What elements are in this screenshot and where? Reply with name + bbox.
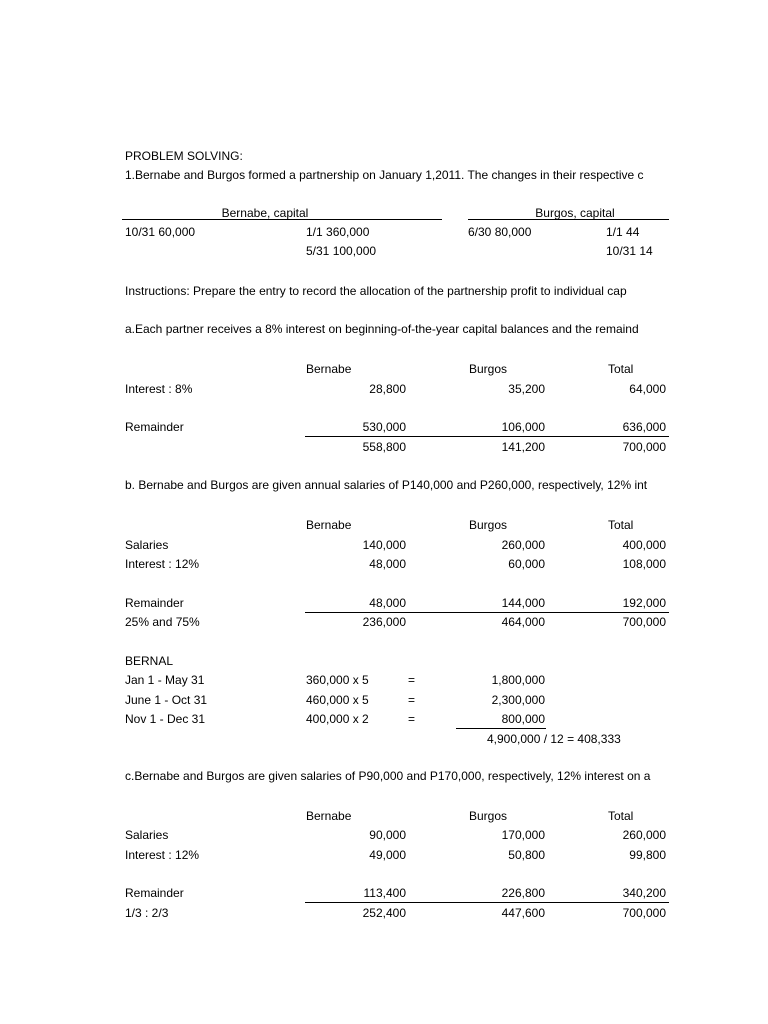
cell-total: 700,000	[622, 906, 666, 920]
bernal-equals: =	[408, 693, 416, 707]
col-header-bernabe: Bernabe	[306, 362, 352, 376]
cell-burgos: 35,200	[508, 382, 545, 396]
taccount-left-debit: 10/31 60,000	[125, 225, 196, 239]
cell-bernabe: 558,800	[362, 440, 406, 454]
bernal-period: June 1 - Oct 31	[125, 693, 208, 707]
taccount-right-debit: 6/30 80,000	[468, 225, 532, 239]
bernal-equals: =	[408, 712, 416, 726]
cell-burgos: 170,000	[501, 828, 545, 842]
cell-total: 108,000	[622, 557, 666, 571]
cell-total: 64,000	[629, 382, 666, 396]
cell-bernabe: 236,000	[362, 615, 406, 629]
col-header-total: Total	[608, 362, 634, 376]
col-header-bernabe: Bernabe	[306, 518, 352, 532]
cell-burgos: 464,000	[501, 615, 545, 629]
bernal-period: Jan 1 - May 31	[125, 673, 205, 687]
cell-total: 700,000	[622, 440, 666, 454]
taccount-left-rule	[122, 219, 442, 220]
cell-burgos: 447,600	[501, 906, 545, 920]
bernal-calc: 360,000 x 5	[306, 673, 369, 687]
row-label: Salaries	[125, 828, 169, 842]
taccount-right-rule	[468, 219, 669, 220]
cell-total: 192,000	[622, 596, 666, 610]
row-label: Remainder	[125, 420, 184, 434]
instructions: Instructions: Prepare the entry to record the allocation of the partnership profit to individual cap	[125, 284, 627, 298]
row-label: Salaries	[125, 538, 169, 552]
part-b-text: b. Bernabe and Burgos are given annual salaries of P140,000 and P260,000, respectively, 12% int	[125, 478, 648, 492]
cell-burgos: 60,000	[508, 557, 545, 571]
cell-bernabe: 530,000	[362, 420, 406, 434]
part-c-text: c.Bernabe and Burgos are given salaries of P90,000 and P170,000, respectively, 12% interest on a	[125, 769, 651, 783]
cell-total: 99,800	[629, 848, 666, 862]
bernal-sum-rule	[456, 728, 546, 729]
cell-burgos: 260,000	[501, 538, 545, 552]
cell-bernabe: 48,000	[369, 596, 406, 610]
cell-bernabe: 113,400	[363, 886, 406, 900]
cell-total: 700,000	[622, 615, 666, 629]
taccount-right-credit: 10/31 14	[606, 244, 653, 258]
cell-bernabe: 252,400	[362, 906, 406, 920]
part-a-text: a.Each partner receives a 8% interest on beginning-of-the-year capital balances and the remaind	[125, 322, 639, 336]
col-header-total: Total	[608, 518, 634, 532]
cell-burgos: 144,000	[501, 596, 545, 610]
bernal-calc: 460,000 x 5	[306, 693, 369, 707]
cell-total: 400,000	[622, 538, 666, 552]
row-label: 25% and 75%	[125, 615, 200, 629]
col-header-bernabe: Bernabe	[306, 809, 352, 823]
cell-burgos: 106,000	[501, 420, 545, 434]
bernal-equals: =	[408, 673, 416, 687]
col-header-burgos: Burgos	[469, 518, 508, 532]
cell-bernabe: 140,000	[362, 538, 406, 552]
bernal-calc: 400,000 x 2	[306, 712, 369, 726]
cell-bernabe: 28,800	[369, 382, 406, 396]
taccount-right-credit: 1/1 44	[606, 225, 640, 239]
cell-total: 636,000	[622, 420, 666, 434]
col-header-total: Total	[608, 809, 634, 823]
heading: PROBLEM SOLVING:	[125, 149, 243, 163]
bernal-period: Nov 1 - Dec 31	[125, 712, 206, 726]
row-label: 1/3 : 2/3	[125, 906, 169, 920]
cell-bernabe: 90,000	[369, 828, 406, 842]
row-label: Remainder	[125, 886, 184, 900]
bernal-result: 2,300,000	[491, 693, 545, 707]
bernal-result: 800,000	[501, 712, 545, 726]
row-label: Interest : 12%	[125, 848, 200, 862]
taccount-left-credit: 5/31 100,000	[306, 244, 377, 258]
total-rule	[305, 902, 669, 903]
taccount-left-credit: 1/1 360,000	[306, 225, 370, 239]
taccount-right-title: Burgos, capital	[535, 206, 615, 220]
row-label: Interest : 12%	[125, 557, 200, 571]
col-header-burgos: Burgos	[469, 809, 508, 823]
bernal-result: 1,800,000	[491, 673, 545, 687]
bernal-summary: 4,900,000 / 12 = 408,333	[487, 732, 621, 746]
cell-bernabe: 49,000	[369, 848, 406, 862]
col-header-burgos: Burgos	[469, 362, 508, 376]
taccount-left-title: Bernabe, capital	[221, 206, 309, 220]
cell-total: 260,000	[622, 828, 666, 842]
row-label: Remainder	[125, 596, 184, 610]
cell-burgos: 226,800	[501, 886, 545, 900]
cell-bernabe: 48,000	[369, 557, 406, 571]
total-rule	[305, 436, 669, 437]
cell-total: 340,200	[622, 886, 666, 900]
cell-burgos: 50,800	[508, 848, 545, 862]
problem-statement: 1.Bernabe and Burgos formed a partnership on January 1,2011. The changes in their respective c	[125, 168, 644, 182]
bernal-title: BERNAL	[125, 654, 174, 668]
cell-burgos: 141,200	[501, 440, 545, 454]
row-label: Interest : 8%	[125, 382, 193, 396]
total-rule	[305, 612, 669, 613]
